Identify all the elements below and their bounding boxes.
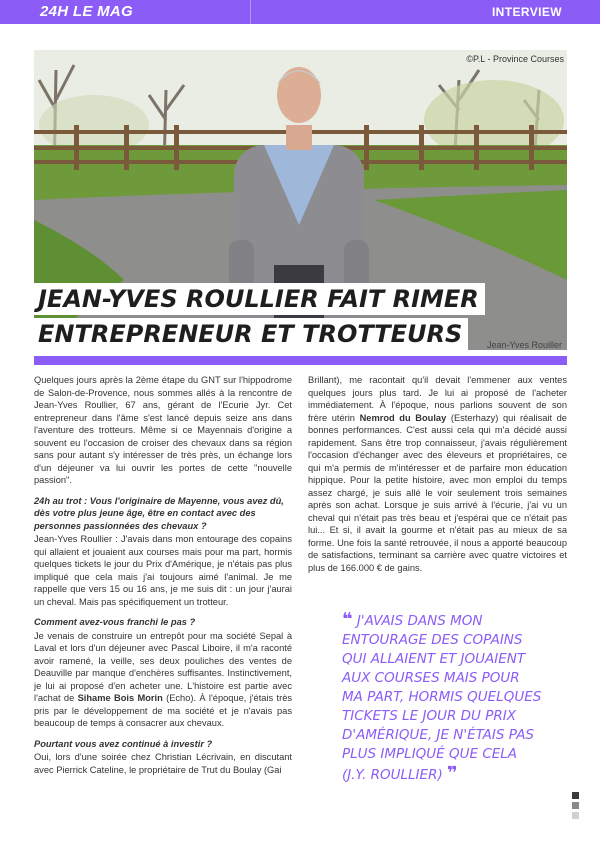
intro-paragraph: Quelques jours après la 2ème étape du GNT sur l'hippodrome de Salon-de-Provence, nous sommes allés à la rencontre de Jean-Yves Roullier, 67 ans, gérant de l'Ecurie Jyr. Cet entrepreneur dans l'âme s'est lancé depuis seize ans dans l'aventure des trotteurs. Même si ce Mayennais d'origine a souvent eu l'occasion de croiser des chevaux dans sa région sans pour autant s'y intéresser de très près, un échange lors d'un déjeuner va lui ouvrir les portes de cette "nouvelle passion".: [34, 375, 292, 485]
article-column-right: [308, 374, 567, 582]
answer-2-text-end: (Echo). À l'époque, j'étais très pris par le développement de ma société et je n'avais pas beaucoup de temps à consacrer aux chevaux.: [34, 693, 293, 728]
photo-credit: ©P.L - Province Courses: [466, 54, 564, 64]
answer-1: Jean-Yves Roullier : J'avais dans mon entourage des copains qui allaient et jouaient aux courses mais pour ma part, hormis quelques tickets le jour du Prix d'Amérique, je n'étais pas plus impliqué que cela mais j'ai toujours aimé l'animal. Je me rappelle que vers 15 ou 16 ans, je me suis dit : un jour j'aurai un cheval. Mais pas spécifiquement un trotteur.: [34, 534, 292, 607]
photo-caption: Jean-Yves Rouiller: [486, 340, 562, 350]
pull-quote-text: J'AVAIS DANS MON ENTOURAGE DES COPAINS QUI ALLAIENT ET JOUAIENT AUX COURSES MAIS POUR MA PART, HORMIS QUELQUES TICKETS LE JOUR DU PRIX D'AMÉRIQUE, JE N'ÉTAIS PAS PLUS IMPLIQUÉ QUE CELA (J.Y. ROULLIER): [342, 613, 542, 783]
horse-name: Sihame Bois Morin: [77, 693, 163, 703]
pull-quote: [342, 610, 542, 785]
header-divider: [250, 0, 251, 24]
headline-line-1: JEAN-YVES ROULLIER FAIT RIMER: [34, 283, 485, 315]
section-label: INTERVIEW: [491, 5, 562, 19]
open-quote-icon: ❝: [342, 609, 353, 630]
question-3: Pourtant vous avez continué à investir ?: [34, 738, 213, 749]
question-1: 24h au trot : Vous l'originaire de Mayenne, vous avez dû, dès votre plus jeune âge, être en contact avec des personnes passionnées des chevaux ?: [34, 495, 284, 531]
answer-2-text: Je venais de construire un entrepôt pour ma société Sepal à Laval et lors d'un déjeuner avec Pascal Liboire, il m'a raconté avoir ramené, la veille, ses deux pouliches des ventes de Deauville par manque d'enchères suffisantes. Instinctivement, je lui ai proposé d'en acheter une. L'histoire est partie avec l'achat de: [34, 630, 292, 703]
answer-3: Oui, lors d'une soirée chez Christian Lécrivain, en discutant avec Pierrick Cateline, le propriétaire de Trut du Boulay (Gai: [34, 752, 292, 775]
answer-3-continued: [308, 374, 567, 574]
continued-text-end: (Esterhazy) qui réalisait de bonnes performances. C'est aussi cela qui m'a décidé aussi rapidement. Sans être trop connaisseur, j'avais régulièrement l'occasion d'échanger avec des éleveurs et propriétaires, ce qui m'a permis de m'intéresser et de parfaire mon éducation hippique. Pour la petite histoire, avec mon emploi du temps assez chargé, je suis allé le voir seulement trois semaines après son achat. Lorsque je suis arrivé à l'écurie, j'ai vu un cheval qui n'était pas très beau et j'espérai que ce n'était pas lui... Et si, il avait la gourme et n'était pas au mieux de sa forme. Une fois la santé retrouvée, il nous a apporté beaucoup de satisfactions, terminant sa carrière avec quatre victoires et plus de 166.000 € de gains.: [308, 412, 567, 573]
headline-line-2: ENTREPRENEUR ET TROTTEURS: [34, 318, 468, 350]
page-marker-square: [572, 792, 579, 799]
close-quote-icon: ❞: [447, 763, 458, 784]
answer-2: [34, 630, 292, 730]
question-2: Comment avez-vous franchi le pas ?: [34, 617, 196, 627]
page-marker-square: [572, 812, 579, 819]
continued-text: Brillant), me racontait qu'il devait l'emmener aux ventes quelques jours plus tard. Je lui ai proposé de l'acheter immédiatement. À l'époque, nous parlions souvent de son frère utérin: [308, 375, 567, 423]
horse-name: Nemrod du Boulay: [359, 412, 447, 423]
magazine-name: 24H LE MAG: [40, 3, 134, 20]
page-header: [0, 0, 600, 24]
page-marker-square: [572, 802, 579, 809]
article-column-left: [34, 374, 292, 784]
accent-rule: [34, 356, 567, 365]
